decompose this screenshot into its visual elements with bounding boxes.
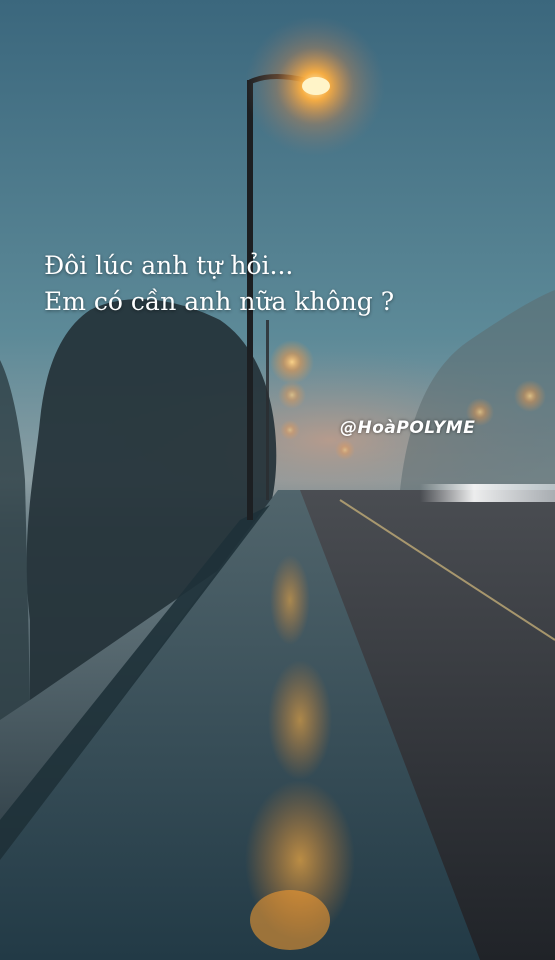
- car-headlight-streak: [420, 484, 555, 502]
- light-reflection: [270, 555, 310, 645]
- lamp-glow-far: [278, 381, 306, 409]
- quote-line-1: Đôi lúc anh tự hỏi...: [44, 251, 294, 280]
- lamp-glow-far: [280, 420, 300, 440]
- light-reflection: [250, 890, 330, 950]
- lamp-bulb: [302, 77, 330, 95]
- lamp-glow-far: [335, 440, 355, 460]
- quote-line-2: Em có cần anh nữa không ?: [44, 287, 395, 316]
- lamp-post-far: [266, 320, 269, 500]
- quote-text: [44, 248, 394, 320]
- watermark-handle: @HoàPOLYME: [340, 418, 476, 438]
- lamp-glow-far: [270, 340, 314, 384]
- lamp-glow-far: [514, 380, 546, 412]
- light-reflection: [268, 660, 332, 780]
